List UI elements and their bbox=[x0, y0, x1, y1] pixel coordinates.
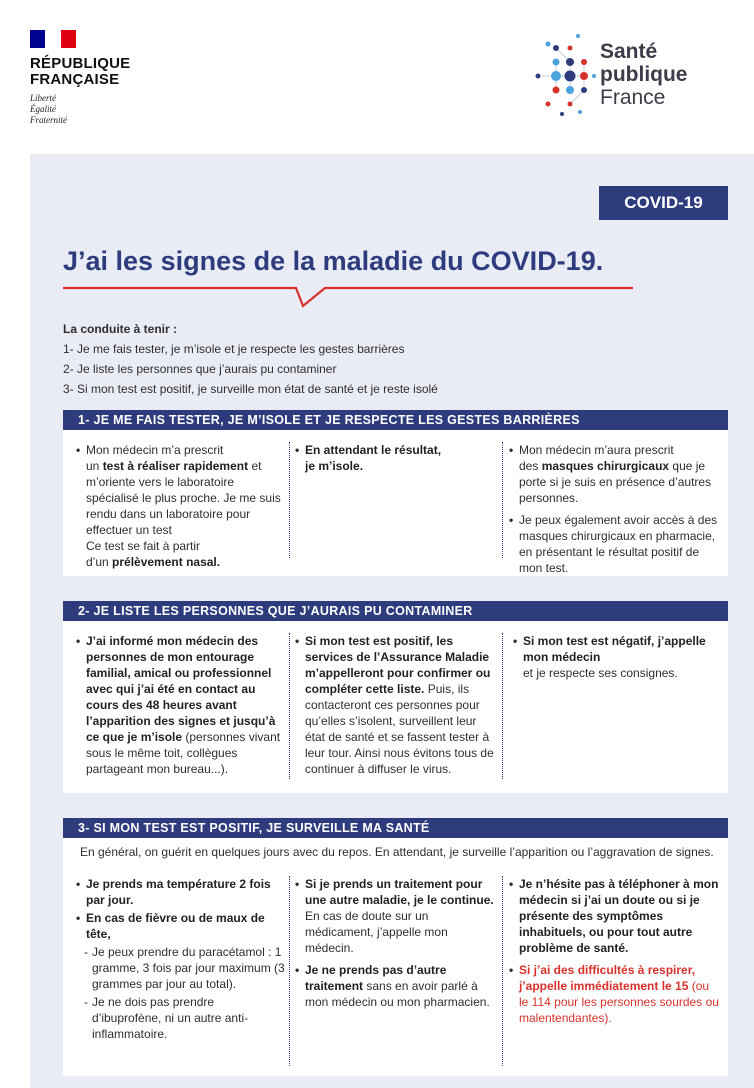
section-3-col-2: • Si je prends un traitement pour une autre maladie, je le continue. En cas de doute sur un médicament, j’appelle mon médecin. • Je ne prends pas d’autre traitement sans en avoir parlé à mon médecin ou mon pharmacien. bbox=[295, 876, 495, 1010]
section-1-header: 1- JE ME FAIS TESTER, JE M’ISOLE ET JE RESPECTE LES GESTES BARRIÈRES bbox=[63, 410, 728, 430]
page-title: J’ai les signes de la maladie du COVID-19. bbox=[63, 246, 604, 276]
section-2-col-1: • J’ai informé mon médecin des personnes de mon entourage familial, amical ou professionnel avec qui j’ai été en contact au cours des 48 heures avant l’apparition des signes et jusqu’à ce que je m’isole (personnes vivant sous le même toit, collègues partageant mon bureau...). bbox=[76, 633, 281, 777]
republique-motto: Liberté Égalité Fraternité bbox=[30, 93, 67, 125]
republique-francaise-logo bbox=[30, 30, 130, 126]
section-1-card bbox=[63, 410, 728, 576]
column-divider bbox=[502, 876, 503, 1066]
section-1-col-1: • Mon médecin m’a prescrit un test à réaliser rapidement et m’oriente vers le laboratoire spécialisé le plus proche. Je me suis rendu dans un laboratoire pour effectuer un test Ce test se fait à partir d’un prélèvement nasal. bbox=[76, 442, 281, 570]
section-1-col-3: • Mon médecin m’aura prescrit des masques chirurgicaux que je porte si je suis en présence d’autres personnes. • Je peux également avoir accès à des masques chirurgicaux en pharmacie, en présentant le résultat positif de mon test. bbox=[509, 442, 719, 576]
section-3-col-1: • Je prends ma température 2 fois par jour. • En cas de fièvre ou de maux de tête, - Je peux prendre du paracétamol : 1 gramme, 3 fois par jour maximum (3 grammes par jour au total). - Je ne dois pas prendre d’ibuprofène, ni un autre anti-inflammatoire. bbox=[76, 876, 286, 1042]
spf-dots-icon bbox=[532, 30, 598, 120]
column-divider bbox=[502, 633, 503, 779]
column-divider bbox=[289, 442, 290, 558]
conduite-heading: La conduite à tenir : bbox=[63, 322, 178, 336]
content-panel bbox=[30, 154, 754, 1088]
french-flag-icon bbox=[30, 30, 76, 48]
conduite-list bbox=[63, 319, 438, 399]
conduite-step: 2- Je liste les personnes que j’aurais pu contaminer bbox=[63, 362, 337, 376]
column-divider bbox=[502, 442, 503, 558]
spf-wordmark: Santé publique France bbox=[600, 40, 688, 109]
republique-francaise-name: RÉPUBLIQUE FRANÇAISE bbox=[30, 55, 131, 88]
section-2-col-2: • Si mon test est positif, les services de l’Assurance Maladie m’appelleront pour confirmer ou compléter cette liste. Puis, ils contacteront ces personnes pour qu’elles s’isolent, surveillent leur état de santé et se fassent tester à leur tour. Ainsi nous évitons tous de continuer à diffuser le virus. bbox=[295, 633, 495, 777]
column-divider bbox=[289, 633, 290, 779]
column-divider bbox=[289, 876, 290, 1066]
section-3-header: 3- SI MON TEST EST POSITIF, JE SURVEILLE MA SANTÉ bbox=[63, 818, 728, 838]
section-1-col-2: • En attendant le résultat, je m’isole. bbox=[295, 442, 485, 474]
section-3-card bbox=[63, 818, 728, 1076]
section-2-card bbox=[63, 601, 728, 793]
section-3-col-3: • Je n’hésite pas à téléphoner à mon médecin si j’ai un doute ou si je présente des symptômes inhabituels, ou pour tout autre problème de santé. • Si j’ai des difficultés à respirer, j’appelle immédiatement le 15 (ou le 114 pour les personnes sourdes ou malentendantes). bbox=[509, 876, 719, 1026]
section-2-header: 2- JE LISTE LES PERSONNES QUE J’AURAIS PU CONTAMINER bbox=[63, 601, 728, 621]
section-2-col-3: • Si mon test est négatif, j’appelle mon médecin et je respecte ses consignes. bbox=[513, 633, 708, 681]
section-3-intro: En général, on guérit en quelques jours avec du repos. En attendant, je surveille l’apparition ou l’aggravation de signes. bbox=[80, 845, 714, 859]
speech-bubble-underline bbox=[63, 278, 633, 318]
covid-badge: COVID-19 bbox=[599, 186, 728, 220]
sante-publique-france-logo bbox=[532, 30, 732, 130]
conduite-step: 3- Si mon test est positif, je surveille mon état de santé et je reste isolé bbox=[63, 382, 438, 396]
conduite-step: 1- Je me fais tester, je m’isole et je respecte les gestes barrières bbox=[63, 342, 405, 356]
